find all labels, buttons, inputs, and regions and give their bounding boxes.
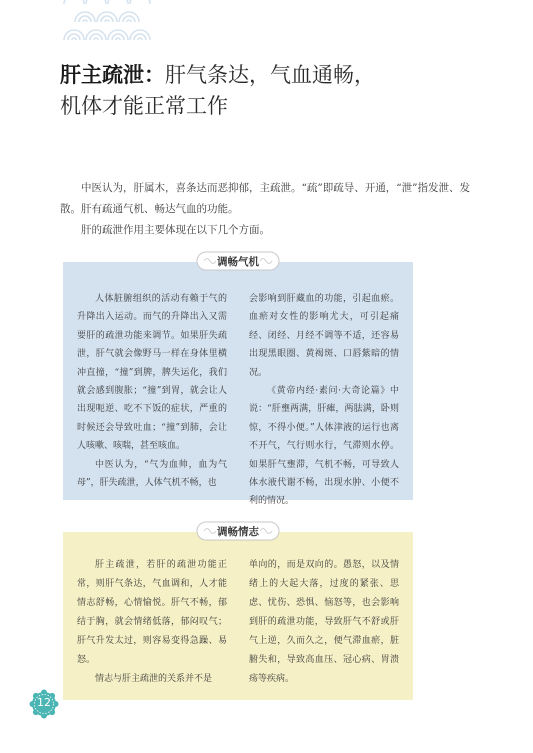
paragraph: 肝主疏泄，若肝的疏泄功能正常，则肝气条达，气血调和，人才能情志舒畅，心情愉悦。肝气不畅，郁结于胸，就会情绪低落，郁闷叹气；肝气升发太过，则容易变得急躁、易怒。 <box>77 560 227 665</box>
intro-paragraph: 中医认为，肝属木，喜条达而恶抑郁，主疏泄。“疏”即疏导、开通，“泄”指发泄、发散。肝有疏通气机、畅达气血的功能。 <box>60 182 470 215</box>
section-heading: 调畅气机 <box>217 256 259 268</box>
paragraph: 中医认为，“气为血帅，血为气母”，肝失疏泄，人体气机不畅，也 <box>77 459 227 489</box>
right-column <box>249 556 399 689</box>
left-column <box>77 290 227 511</box>
title-rest: 肝气条达，气血通畅， <box>165 63 375 87</box>
section-heading-tag <box>194 250 282 272</box>
intro-text <box>60 178 480 241</box>
wave-ornament-icon <box>60 0 152 44</box>
intro-paragraph: 肝的疏泄作用主要体现在以下几个方面。 <box>81 224 270 236</box>
title-line2: 机体才能正常工作 <box>60 94 228 118</box>
section-qi-box <box>63 256 413 507</box>
left-column <box>77 556 227 689</box>
paragraph: 《黄帝内经·素问·大奇论篇》中说：“肝壅两满，肝瘫，两胠满，卧则惊，不得小便。”人体津液的运行也离不开气，气行则水行，气滞则水停。如果肝气壅滞，气机不畅，可导致人体水液代谢不畅，出现水肿、小便不利的情况。 <box>249 386 399 507</box>
section-emotion-box <box>63 526 413 700</box>
page-number: 12 <box>37 696 51 709</box>
section-heading: 调畅情志 <box>217 526 259 538</box>
paragraph: 人体脏腑组织的活动有赖于气的升降出入运动。而气的升降出入又需要肝的疏泄功能来调节。如果肝失疏泄，肝气就会像野马一样在身体里横冲直撞，“撞”到脾，脾失运化，我们就会感到腹胀；“撞”到胃，就会让人出现呃逆、吃不下饭的症状，严重的时候还会导致吐血；“撞”到肺，会让人咳嗽、咳喘，甚至咳血。 <box>77 294 227 452</box>
page-title <box>60 60 500 122</box>
title-bold: 肝主疏泄： <box>60 63 165 87</box>
paragraph: 单向的，而是双向的。愚怒，以及情绪上的大起大落，过度的紧张、思虑、忧伤、恐惧、恼怒等，也会影响到肝的疏泄功能，导致肝气不舒或肝气上逆，久而久之，便气滞血瘀，脏腑失和，导致高血压、冠心病、胃溃疡等疾病。 <box>249 560 399 684</box>
paragraph: 会影响到肝藏血的功能，引起血瘀。血瘀对女性的影响尤大，可引起痛经、闭经、月经不调等不适，还容易出现黑眼圈、黄褐斑、口唇紫暗的情况。 <box>249 294 399 378</box>
paragraph: 情志与肝主疏泄的关系并不是 <box>95 674 213 684</box>
right-column <box>249 290 399 511</box>
page-number-badge <box>29 689 59 719</box>
section-heading-tag <box>194 520 282 542</box>
